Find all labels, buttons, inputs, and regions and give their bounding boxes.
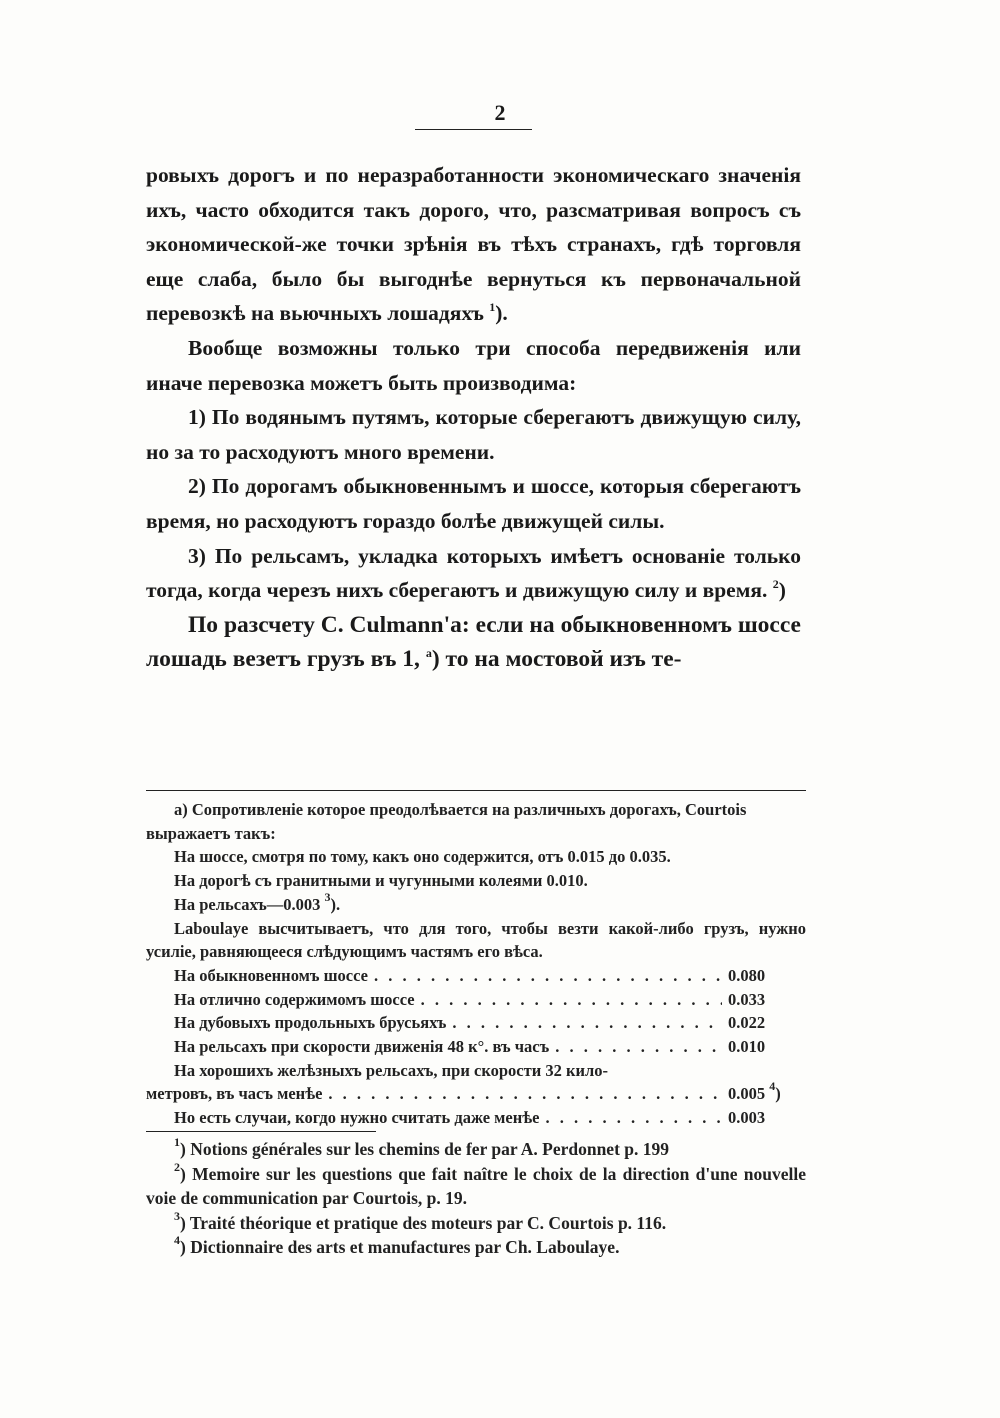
resistance-row-value: 0.033 xyxy=(728,989,766,1009)
resistance-row xyxy=(146,1106,806,1130)
resistance-row xyxy=(146,1035,806,1059)
dot-leader xyxy=(545,1106,722,1130)
paragraph-4: 2) По дорогамъ обыкновеннымъ и шоссе, которыя сберегаютъ время, но расходуютъ гораздо болѣе движущей силы. xyxy=(146,474,801,533)
footnote-a-intro: a) Сопротивленіе которое преодолѣвается на различныхъ дорогахъ, Courtois выражаетъ такъ: xyxy=(146,800,747,843)
dot-leader xyxy=(421,988,722,1012)
footnote-mark: 3 xyxy=(174,1208,180,1223)
footnote-a xyxy=(146,798,806,1130)
footnote-ref-3: 3 xyxy=(324,889,331,904)
footnote-a-laboulaye: Laboulaye высчитываетъ, что для того, чтобы везти какой-либо грузъ, нужно усиліе, равняющееся слѣдующимъ частямъ его вѣса. xyxy=(146,918,806,962)
resistance-row-value: 0.010 xyxy=(728,1037,766,1057)
paragraph-1 xyxy=(146,158,801,331)
paragraph-6-end: ) то на мостовой изъ те- xyxy=(431,646,682,673)
paragraph-5-text: 3) По рельсамъ, укладка которыхъ имѣетъ основаніе только тогда, когда черезъ нихъ сберегаютъ и движущую силу и время. xyxy=(146,543,801,603)
paragraph-6 xyxy=(146,608,801,677)
paragraph-5-end: ) xyxy=(778,578,786,603)
footnote-divider-a xyxy=(146,790,806,791)
footnote-1 xyxy=(146,1137,806,1162)
footnote-a-line-3-end: ). xyxy=(330,894,341,914)
paragraph-3: 1) По водянымъ путямъ, которые сберегаютъ движущую силу, но за то расходуютъ много времени. xyxy=(146,405,801,464)
footnote-4 xyxy=(146,1235,806,1260)
resistance-row-value xyxy=(728,1079,806,1106)
footnote-a-line-2: На дорогѣ съ гранитными и чугунными колеями 0.010. xyxy=(174,871,588,891)
footnote-divider xyxy=(146,1131,376,1132)
paragraph-5 xyxy=(146,539,801,608)
resistance-row-value-number: 0.005 xyxy=(728,1084,766,1104)
paragraph-2: Вообще возможны только три способа передвиженія или иначе перевозка можетъ быть производима: xyxy=(146,335,801,395)
footnote-ref-a: a xyxy=(425,646,432,661)
main-text xyxy=(146,158,801,677)
footnote-3 xyxy=(146,1208,806,1236)
resistance-row-5-first: На хорошихъ желѣзныхъ рельсахъ, при скорости 32 кило- xyxy=(174,1060,608,1080)
resistance-row-label: На дубовыхъ продольныхъ брусьяхъ xyxy=(174,1013,447,1033)
resistance-row xyxy=(146,964,806,988)
footnote-mark: 2 xyxy=(174,1159,180,1174)
resistance-row-value: 0.080 xyxy=(728,965,766,985)
footnote-mark: 4 xyxy=(174,1233,180,1247)
footnote-2 xyxy=(146,1159,806,1211)
resistance-row-label: На рельсахъ при скорости движенія 48 к°. въ часъ xyxy=(174,1037,550,1057)
dot-leader xyxy=(328,1082,722,1106)
resistance-row xyxy=(146,988,806,1012)
resistance-row-value-end: ) xyxy=(775,1084,781,1104)
footnote-mark: 1 xyxy=(174,1135,180,1149)
footnote-text: ) Memoire sur les questions que fait naître le choix de la direction d'une nouvelle voie de communication par Courtois, p. 19. xyxy=(146,1163,806,1208)
paragraph-6-text: По разсчету C. Culmann'a: если на обыкновенномъ шоссе лошадь везетъ грузъ въ 1, xyxy=(146,611,801,673)
dot-leader xyxy=(452,1011,722,1035)
footnote-text: ) Traité théorique et pratique des moteurs par C. Courtois p. 116. xyxy=(180,1212,667,1233)
resistance-row-label: Но есть случаи, когдо нужно считать даже менѣе xyxy=(174,1108,540,1128)
page-number: 2 xyxy=(494,100,506,125)
footnote-a-line-3 xyxy=(146,889,806,917)
footnote-ref-1: 1 xyxy=(489,300,496,315)
resistance-row-value: 0.003 xyxy=(728,1108,766,1128)
footnotes xyxy=(146,1137,806,1260)
resistance-row-label: метровъ, въ часъ менѣе xyxy=(146,1084,323,1104)
footnote-a-line-3-text: На рельсахъ—0.003 xyxy=(174,894,321,914)
resistance-row xyxy=(146,1011,806,1035)
footnote-a-line-1: На шоссе, смотря по тому, какъ оно содержится, отъ 0.015 до 0.035. xyxy=(174,847,671,867)
paragraph-1-text: ровыхъ дорогъ и по неразработанности экономическаго значенія ихъ, часто обходится такъ дорого, что, разсматривая вопросъ съ экономической-же точки зрѣнія въ тѣхъ странахъ, гдѣ торговля еще слаба, было бы выгоднѣе вернуться къ первоначальной перевозкѣ на вьючныхъ лошадяхъ xyxy=(146,163,801,326)
resistance-row-label: На отлично содержимомъ шоссе xyxy=(174,989,415,1009)
footnote-ref-2: 2 xyxy=(772,577,779,592)
header-rule xyxy=(415,129,532,130)
dot-leader xyxy=(555,1035,722,1059)
resistance-row-label: На обыкновенномъ шоссе xyxy=(174,965,368,985)
resistance-row-value: 0.022 xyxy=(728,1013,766,1033)
dot-leader xyxy=(374,964,722,988)
resistance-row xyxy=(146,1079,806,1106)
footnote-text: ) Notions générales sur les chemins de fer par A. Perdonnet p. 199 xyxy=(180,1139,670,1159)
footnote-text: ) Dictionnaire des arts et manufactures par Ch. Laboulaye. xyxy=(180,1237,620,1257)
footnote-ref-4: 4 xyxy=(769,1079,776,1094)
paragraph-1-end: ). xyxy=(495,301,508,326)
